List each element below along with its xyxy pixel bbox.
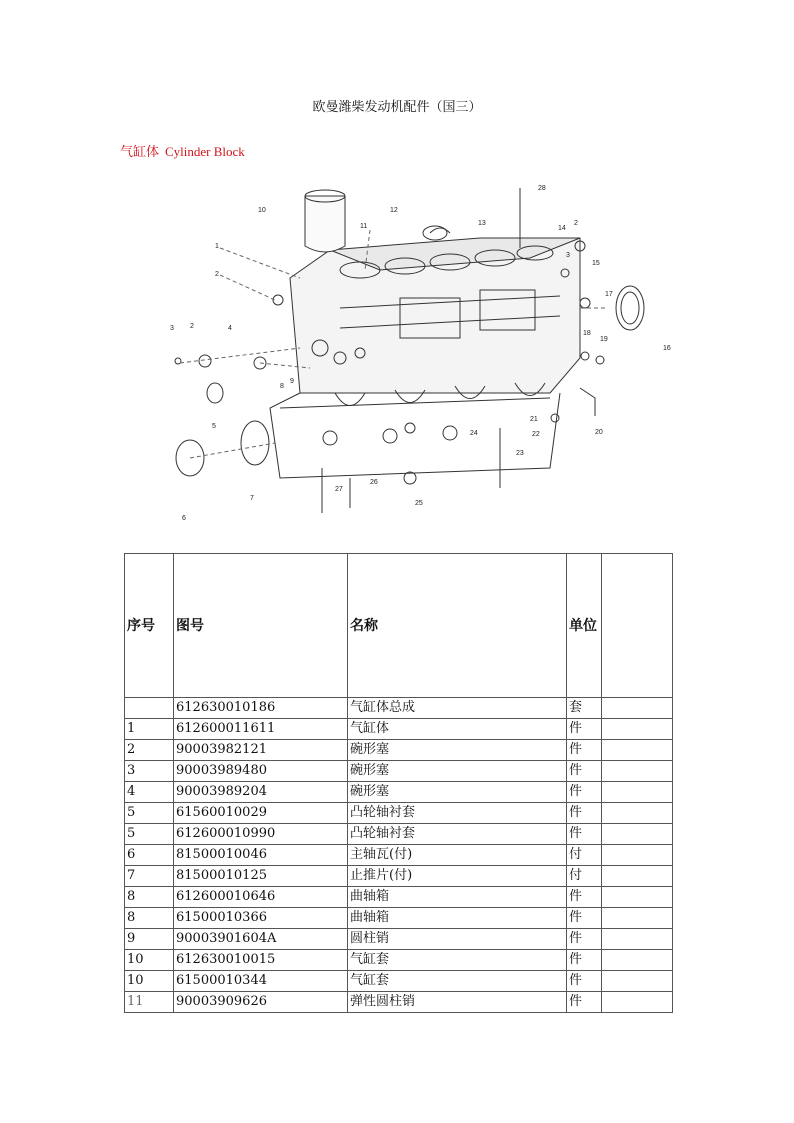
cell-name: 气缸套 bbox=[348, 950, 567, 971]
table-row bbox=[125, 761, 673, 782]
cell-unit: 件 bbox=[567, 950, 602, 971]
cell-seq: 7 bbox=[125, 866, 174, 887]
cylinder-block-drawing bbox=[175, 188, 644, 513]
callout-label: 28 bbox=[538, 185, 546, 192]
callout-label: 6 bbox=[182, 515, 186, 522]
cell-extra bbox=[602, 866, 673, 887]
table-row bbox=[125, 845, 673, 866]
cell-extra bbox=[602, 950, 673, 971]
cell-name: 碗形塞 bbox=[348, 740, 567, 761]
callout-label: 3 bbox=[170, 325, 174, 332]
section-heading bbox=[120, 141, 245, 160]
callout-label: 25 bbox=[415, 500, 423, 507]
callout-label: 16 bbox=[663, 345, 671, 352]
callout-label: 9 bbox=[290, 378, 294, 385]
header-unit: 单位 bbox=[567, 554, 602, 698]
cell-part-number: 612630010015 bbox=[174, 950, 348, 971]
document-title: 欧曼潍柴发动机配件（国三） bbox=[312, 100, 482, 115]
table-row bbox=[125, 971, 673, 992]
table-row bbox=[125, 803, 673, 824]
cell-part-number: 61560010029 bbox=[174, 803, 348, 824]
cell-unit: 件 bbox=[567, 803, 602, 824]
cell-part-number: 90003982121 bbox=[174, 740, 348, 761]
cell-unit: 件 bbox=[567, 824, 602, 845]
cell-extra bbox=[602, 824, 673, 845]
table-row bbox=[125, 866, 673, 887]
cell-seq: 3 bbox=[125, 761, 174, 782]
cell-name: 碗形塞 bbox=[348, 782, 567, 803]
callout-label: 22 bbox=[532, 431, 540, 438]
table-row bbox=[125, 992, 673, 1013]
callout-label: 18 bbox=[583, 330, 591, 337]
callout-label: 24 bbox=[470, 430, 478, 437]
cell-extra bbox=[602, 845, 673, 866]
cell-name: 凸轮轴衬套 bbox=[348, 824, 567, 845]
table-row bbox=[125, 740, 673, 761]
cell-unit: 件 bbox=[567, 929, 602, 950]
cell-unit: 件 bbox=[567, 971, 602, 992]
callout-label: 12 bbox=[390, 207, 398, 214]
cell-name: 碗形塞 bbox=[348, 761, 567, 782]
cell-name: 曲轴箱 bbox=[348, 908, 567, 929]
callout-label: 23 bbox=[516, 450, 524, 457]
cell-name: 曲轴箱 bbox=[348, 887, 567, 908]
cell-part-number: 61500010344 bbox=[174, 971, 348, 992]
callout-label: 20 bbox=[595, 429, 603, 436]
cell-extra bbox=[602, 929, 673, 950]
cell-part-number: 61500010366 bbox=[174, 908, 348, 929]
cell-seq: 1 bbox=[125, 719, 174, 740]
cell-seq: 11 bbox=[125, 992, 174, 1013]
cell-unit: 件 bbox=[567, 740, 602, 761]
callout-label: 17 bbox=[605, 291, 613, 298]
callout-label: 19 bbox=[600, 336, 608, 343]
cell-name: 凸轮轴衬套 bbox=[348, 803, 567, 824]
callout-label: 2 bbox=[190, 323, 194, 330]
cell-name: 气缸体总成 bbox=[348, 698, 567, 719]
section-title-cn: 气缸体 bbox=[120, 145, 160, 160]
cell-extra bbox=[602, 971, 673, 992]
cell-name: 圆柱销 bbox=[348, 929, 567, 950]
table-row bbox=[125, 824, 673, 845]
header-extra bbox=[602, 554, 673, 698]
cell-part-number: 90003909626 bbox=[174, 992, 348, 1013]
cell-unit: 件 bbox=[567, 761, 602, 782]
cylinder-block-exploded-diagram bbox=[160, 178, 680, 528]
cell-seq: 8 bbox=[125, 908, 174, 929]
cell-seq: 8 bbox=[125, 887, 174, 908]
callout-label: 21 bbox=[530, 416, 538, 423]
callout-label: 26 bbox=[370, 479, 378, 486]
callout-label: 13 bbox=[478, 220, 486, 227]
header-part-number: 图号 bbox=[174, 554, 348, 698]
cell-unit: 付 bbox=[567, 866, 602, 887]
cell-extra bbox=[602, 908, 673, 929]
section-title-en: Cylinder Block bbox=[165, 144, 245, 159]
cell-part-number: 612600010646 bbox=[174, 887, 348, 908]
callout-label: 4 bbox=[228, 325, 232, 332]
cell-name: 主轴瓦(付) bbox=[348, 845, 567, 866]
cell-seq: 9 bbox=[125, 929, 174, 950]
cell-unit: 付 bbox=[567, 845, 602, 866]
cell-seq: 5 bbox=[125, 824, 174, 845]
cell-part-number: 90003901604A bbox=[174, 929, 348, 950]
cell-seq: 10 bbox=[125, 971, 174, 992]
cell-part-number: 81500010125 bbox=[174, 866, 348, 887]
cell-extra bbox=[602, 719, 673, 740]
callout-label: 10 bbox=[258, 207, 266, 214]
cell-part-number: 81500010046 bbox=[174, 845, 348, 866]
cell-unit: 件 bbox=[567, 992, 602, 1013]
table-row bbox=[125, 887, 673, 908]
cell-seq bbox=[125, 698, 174, 719]
cell-name: 止推片(付) bbox=[348, 866, 567, 887]
cell-extra bbox=[602, 698, 673, 719]
callout-label: 15 bbox=[592, 260, 600, 267]
cell-unit: 件 bbox=[567, 887, 602, 908]
cell-part-number: 90003989204 bbox=[174, 782, 348, 803]
cell-seq: 6 bbox=[125, 845, 174, 866]
table-row bbox=[125, 719, 673, 740]
cell-seq: 5 bbox=[125, 803, 174, 824]
cell-seq: 10 bbox=[125, 950, 174, 971]
callout-label: 3 bbox=[566, 252, 570, 259]
cell-extra bbox=[602, 803, 673, 824]
table-row bbox=[125, 950, 673, 971]
callout-label: 1 bbox=[215, 243, 219, 250]
cell-unit: 套 bbox=[567, 698, 602, 719]
cell-unit: 件 bbox=[567, 719, 602, 740]
cell-extra bbox=[602, 761, 673, 782]
callout-label: 2 bbox=[574, 220, 578, 227]
table-row bbox=[125, 908, 673, 929]
callout-label: 2 bbox=[215, 271, 219, 278]
parts-table bbox=[124, 553, 673, 1013]
cell-name: 弹性圆柱销 bbox=[348, 992, 567, 1013]
cell-seq: 4 bbox=[125, 782, 174, 803]
cell-extra bbox=[602, 740, 673, 761]
callout-label: 7 bbox=[250, 495, 254, 502]
cell-unit: 件 bbox=[567, 908, 602, 929]
cell-name: 气缸套 bbox=[348, 971, 567, 992]
table-row bbox=[125, 782, 673, 803]
callout-label: 27 bbox=[335, 486, 343, 493]
callout-label: 5 bbox=[212, 423, 216, 430]
table-header-row bbox=[125, 554, 673, 698]
callout-label: 11 bbox=[360, 223, 368, 230]
cell-seq: 2 bbox=[125, 740, 174, 761]
callout-label: 14 bbox=[558, 225, 566, 232]
cell-part-number: 90003989480 bbox=[174, 761, 348, 782]
cell-extra bbox=[602, 992, 673, 1013]
cell-extra bbox=[602, 887, 673, 908]
table-row bbox=[125, 698, 673, 719]
cell-extra bbox=[602, 782, 673, 803]
cell-unit: 件 bbox=[567, 782, 602, 803]
cell-part-number: 612630010186 bbox=[174, 698, 348, 719]
header-name: 名称 bbox=[348, 554, 567, 698]
cell-name: 气缸体 bbox=[348, 719, 567, 740]
cell-part-number: 612600010990 bbox=[174, 824, 348, 845]
callout-label: 8 bbox=[280, 383, 284, 390]
cell-part-number: 612600011611 bbox=[174, 719, 348, 740]
table-row bbox=[125, 929, 673, 950]
header-seq: 序号 bbox=[125, 554, 174, 698]
